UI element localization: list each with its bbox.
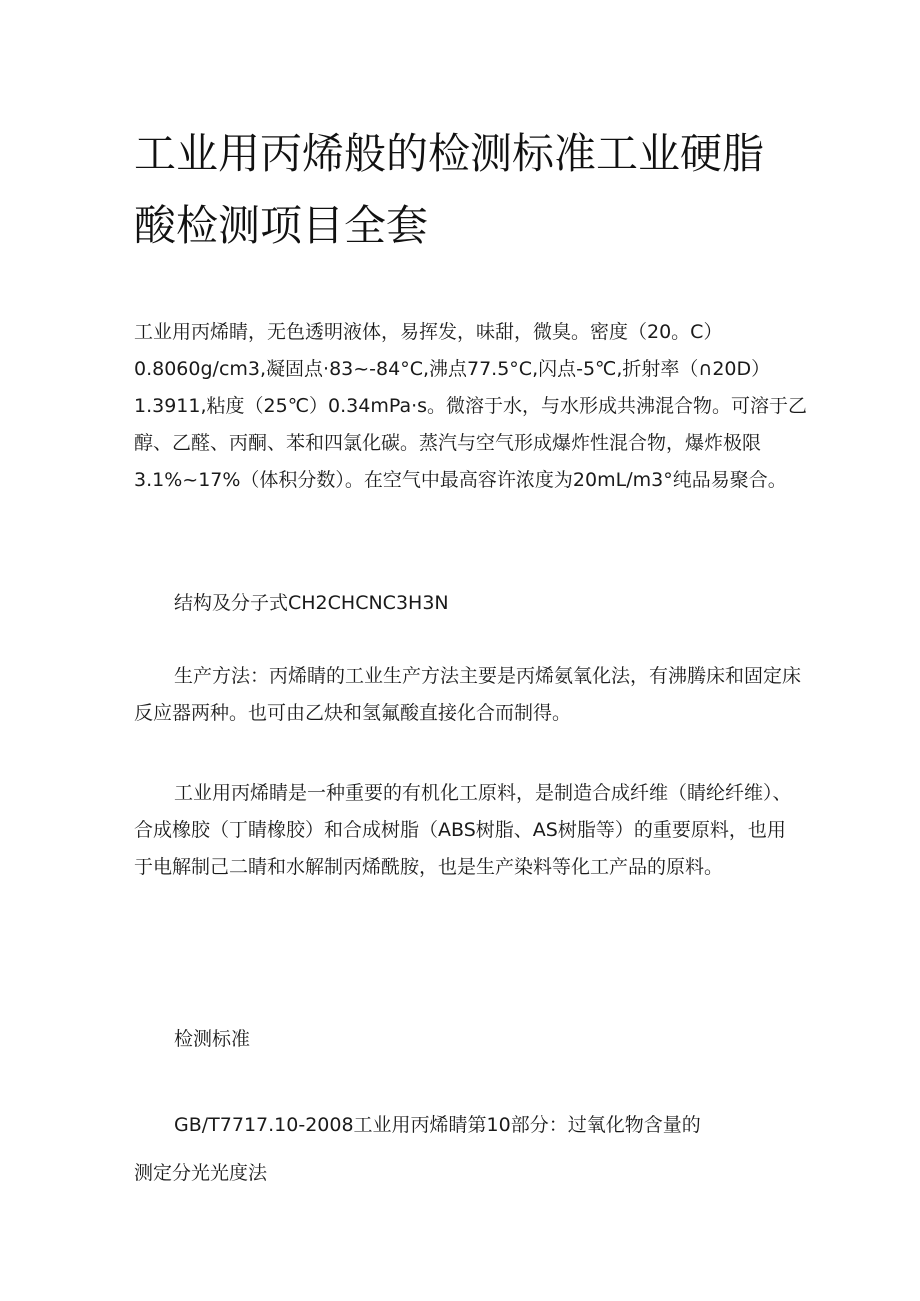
standards-heading xyxy=(174,1021,250,1058)
usage-line: 合成橡胶（丁睛橡胶）和合成树脂（ABS树脂、AS树脂等）的重要原料，也用 xyxy=(134,819,786,841)
structure-line: 结构及分子式CH2CHCNC3H3N xyxy=(174,592,449,614)
intro-line: 3.1%~17%（体积分数）。在空气中最高容许浓度为20mL∕m3°纯品易聚合。 xyxy=(134,469,787,491)
production-paragraph xyxy=(134,658,801,732)
standards-heading-text: 检测标准 xyxy=(174,1028,251,1050)
document-title: 工业用丙烯般的检测标准工业硬脂酸检测项目全套 xyxy=(134,129,765,250)
structure-formula xyxy=(174,585,449,622)
production-line: 反应器两种。也可由乙炔和氢氟酸直接化合而制得。 xyxy=(134,702,572,724)
intro-paragraph xyxy=(134,314,807,499)
usage-line: 于电解制己二睛和水解制丙烯酰胺，也是生产染料等化工产品的原料。 xyxy=(134,856,724,878)
standard-item-line: 测定分光光度法 xyxy=(134,1162,268,1184)
intro-line: 0.8060g∕cm3,凝固点·83~-84°C,沸点77.5°C,闪点-5℃,折射率（∩20D） xyxy=(134,358,771,380)
intro-line: 1.3911,粘度（25℃）0.34mPa·s。微溶于水，与水形成共沸混合物。可溶于乙 xyxy=(134,395,808,417)
usage-line: 工业用丙烯睛是一种重要的有机化工原料，是制造合成纤维（睛纶纤维）、 xyxy=(174,782,792,804)
intro-line: 工业用丙烯睛，无色透明液体，易挥发，味甜，微臭。密度（20。C） xyxy=(134,321,723,343)
standard-item-line: GB/T7717.10-2008工业用丙烯睛第10部分：过氧化物含量的 xyxy=(174,1114,701,1136)
intro-line: 醇、乙醛、丙酮、苯和四氯化碳。蒸汽与空气形成爆炸性混合物，爆炸极限 xyxy=(134,432,762,454)
standard-item xyxy=(134,1101,701,1197)
usage-paragraph xyxy=(134,775,792,886)
production-line: 生产方法：丙烯睛的工业生产方法主要是丙烯氨氧化法，有沸腾床和固定床 xyxy=(174,665,802,687)
